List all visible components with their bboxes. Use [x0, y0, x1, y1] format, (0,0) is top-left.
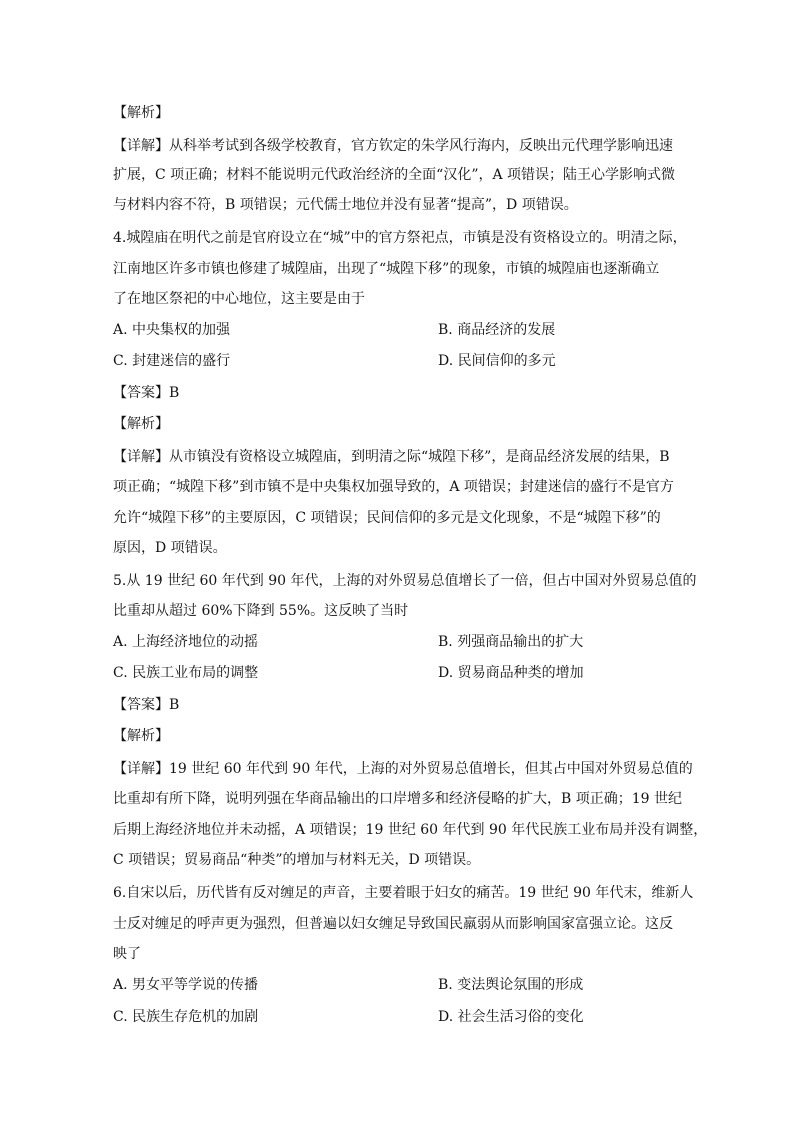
q5-detail-line1: 【详解】19 世纪 60 年代到 90 年代，上海的对外贸易总值增长，但其占中国对外贸易总值的: [113, 761, 693, 777]
q5-option-c: C. 民族工业布局的调整: [113, 665, 259, 681]
q4-detail-line1: 【详解】从市镇没有资格设立城隍庙，到明清之际“城隍下移”，是商品经济发展的结果，B: [113, 449, 670, 465]
q4-option-b: B. 商品经济的发展: [438, 322, 556, 338]
q6-stem-line3: 映了: [113, 946, 141, 962]
detail-q3-line1: 【详解】从科举考试到各级学校教育，官方钦定的朱学风行海内，反映出元代理学影响迅速: [113, 138, 673, 154]
q6-stem-line2: 士反对缠足的呼声更为强烈，但普遍以妇女缠足导致国民羸弱从而影响国家富强立论。这反: [113, 916, 673, 932]
q5-option-d: D. 贸易商品种类的增加: [438, 665, 584, 681]
q4-option-d: D. 民间信仰的多元: [438, 353, 556, 369]
q6-stem-line1: 6.自宋以后，历代皆有反对缠足的声音，主要着眼于妇女的痛苦。19 世纪 90 年代末，维新人: [113, 885, 694, 901]
q4-stem-line2: 江南地区许多市镇也修建了城隍庙，出现了“城隍下移”的现象，市镇的城隍庙也逐渐确立: [113, 261, 660, 277]
q4-detail-line4: 原因，D 项错误。: [113, 540, 227, 556]
q4-option-c: C. 封建迷信的盛行: [113, 353, 231, 369]
q4-answer: 【答案】B: [113, 385, 180, 401]
q5-option-a: A. 上海经济地位的动摇: [113, 634, 259, 650]
q6-option-d: D. 社会生活习俗的变化: [438, 1009, 584, 1025]
q4-jiexi-label: 【解析】: [113, 416, 169, 432]
q5-detail-line4: C 项错误；贸易商品“种类”的增加与材料无关，D 项错误。: [113, 852, 481, 868]
q4-detail-line2: 项正确；“城隍下移”到市镇不是中央集权加强导致的，A 项错误；封建迷信的盛行不是官方: [113, 479, 674, 495]
q5-detail-line2: 比重却有所下降，说明列强在华商品输出的口岸增多和经济侵略的扩大，B 项正确；19 世纪: [113, 791, 683, 807]
jiexi-label-q3: 【解析】: [113, 105, 169, 121]
q4-detail-line3: 允许“城隍下移”的主要原因，C 项错误；民间信仰的多元是文化现象，不是“城隍下移”的: [113, 510, 661, 526]
q6-option-c: C. 民族生存危机的加剧: [113, 1009, 259, 1025]
q5-detail-line3: 后期上海经济地位并未动摇，A 项错误；19 世纪 60 年代到 90 年代民族工业布局并没有调整，: [113, 822, 708, 838]
detail-q3-line2: 扩展，C 项正确；材料不能说明元代政治经济的全面“汉化”，A 项错误；陆王心学影响式微: [113, 167, 676, 183]
q4-option-a: A. 中央集权的加强: [113, 322, 231, 338]
detail-q3-line3: 与材料内容不符，B 项错误；元代儒士地位并没有显著“提高”，D 项错误。: [113, 197, 578, 213]
q4-stem-line3: 了在地区祭祀的中心地位，这主要是由于: [113, 291, 365, 307]
q6-option-b: B. 变法舆论氛围的形成: [438, 977, 584, 993]
q5-jiexi-label: 【解析】: [113, 728, 169, 744]
q5-stem-line2: 比重却从超过 60%下降到 55%。这反映了当时: [113, 603, 409, 619]
q4-stem-line1: 4.城隍庙在明代之前是官府设立在“城”中的官方祭祀点，市镇是没有资格设立的。明清之际，: [113, 230, 687, 246]
q5-stem-line1: 5.从 19 世纪 60 年代到 90 年代，上海的对外贸易总值增长了一倍，但占中国对外贸易总值的: [113, 573, 697, 589]
q6-option-a: A. 男女平等学说的传播: [113, 977, 259, 993]
q5-option-b: B. 列强商品输出的扩大: [438, 634, 584, 650]
q5-answer: 【答案】B: [113, 697, 180, 713]
